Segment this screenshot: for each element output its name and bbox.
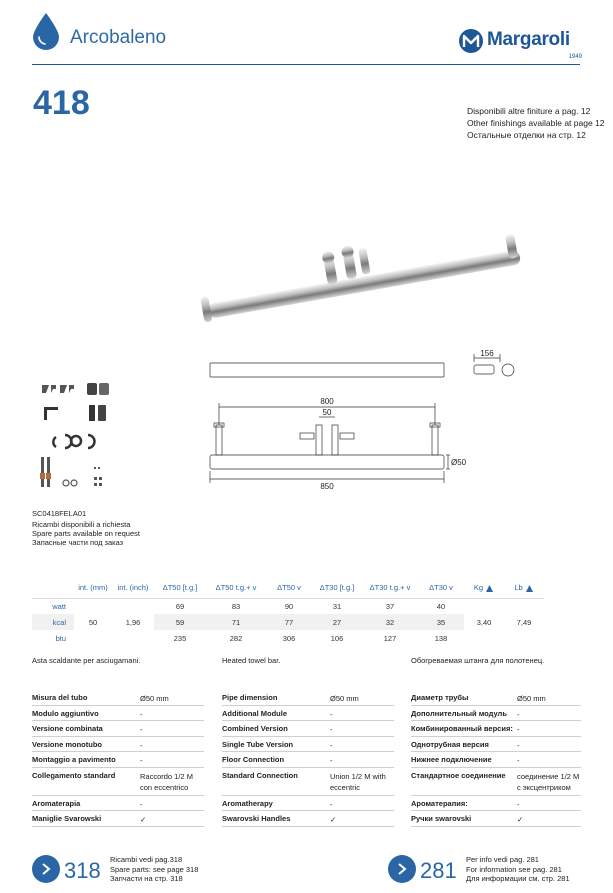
kg-label: Kg	[473, 583, 484, 593]
table-cell: 35	[418, 614, 464, 630]
col-t50-tgv: ΔT50 t.g.+ v	[215, 583, 257, 593]
spec-value: Ø50 mm	[140, 694, 169, 703]
spec-key: Misura del tubo	[32, 693, 88, 702]
table-cell: 83	[206, 598, 266, 614]
spec-row	[411, 690, 581, 706]
table-cell: 77	[266, 614, 312, 630]
spec-row	[222, 706, 394, 722]
spec-row	[222, 737, 394, 753]
spec-row	[32, 721, 204, 737]
spec-value: -	[517, 725, 520, 734]
spec-value: -	[330, 725, 333, 734]
arrow-right-button[interactable]	[32, 855, 60, 883]
spec-row	[411, 737, 581, 753]
logo-year: 1949	[568, 54, 582, 60]
cell-lb: 7,49	[504, 598, 544, 646]
spec-value: ✓	[517, 815, 524, 824]
table-cell: 40	[418, 598, 464, 614]
spec-value: Raccordo 1/2 M con eccentrico	[140, 771, 193, 792]
row-label: btu	[55, 633, 66, 643]
spec-row	[222, 752, 394, 768]
row-label: kcal	[32, 614, 74, 630]
col-lb	[504, 578, 544, 598]
table-row	[32, 598, 544, 614]
logo-wordmark: Margaroli	[487, 29, 570, 50]
col-int-inch: int. (inch)	[117, 583, 149, 593]
chevron-right-icon	[396, 862, 408, 876]
table-cell: 127	[383, 633, 397, 643]
footer-line: Для информации см. стр. 281	[466, 874, 570, 883]
table-cell: 69	[154, 598, 206, 614]
spec-row	[411, 768, 581, 796]
spec-key: Нижнее подключение	[411, 755, 492, 764]
description-en: Heated towel bar.	[222, 656, 281, 665]
spec-key: Ручки swarovski	[411, 814, 472, 823]
front-view-bar	[210, 455, 444, 469]
table-cell: 32	[362, 614, 418, 630]
collection-title: Arcobaleno	[70, 27, 167, 48]
water-drop-icon	[32, 12, 60, 50]
table-cell: 27	[312, 614, 362, 630]
table-cell: 235	[173, 633, 187, 643]
spec-value: -	[517, 756, 520, 765]
spec-key: Дополнительный модуль	[411, 708, 507, 718]
table-cell: 37	[362, 598, 418, 614]
spec-key: Collegamento standard	[32, 770, 116, 780]
finishes-line: Остальные отделки на стр. 12	[467, 130, 586, 140]
spec-row	[32, 796, 204, 812]
spec-value: ✓	[330, 815, 337, 824]
spec-key: Aromaterapia	[32, 798, 81, 808]
spec-row	[32, 706, 204, 722]
spec-row	[411, 721, 581, 737]
lb-label: Lb	[514, 583, 523, 593]
finishes-line: Other finishings available at page 12	[467, 118, 605, 128]
spec-key: Maniglie Svarowski	[32, 814, 102, 823]
col-kg	[464, 578, 504, 598]
weight-icon	[525, 584, 534, 592]
col-t30-tgv: ΔT30 t.g.+ v	[369, 583, 411, 593]
spec-row	[222, 796, 394, 812]
spec-row	[222, 811, 394, 827]
table-cell: 306	[282, 633, 296, 643]
col-t50-v: ΔT50 v	[277, 583, 301, 593]
arrow-right-button[interactable]	[388, 855, 416, 883]
spec-row	[222, 768, 394, 796]
model-number: 418	[33, 84, 90, 122]
spec-key: Floor Connection	[222, 755, 285, 764]
spec-row	[32, 811, 204, 827]
description-it: Asta scaldante per asciugamani.	[32, 656, 141, 665]
spare-parts-line: Spare parts available on request	[32, 529, 140, 538]
technical-drawing	[200, 345, 540, 495]
spec-key: Swarovski Handles	[222, 814, 291, 823]
spec-row	[411, 752, 581, 768]
weight-icon	[485, 584, 494, 592]
spec-row	[32, 752, 204, 768]
spec-value: -	[330, 756, 333, 765]
spec-value: -	[330, 709, 333, 719]
spec-key: Комбинированный версия:	[411, 724, 513, 733]
spec-key: Однотрубная версия	[411, 739, 489, 749]
finishes-note	[467, 105, 605, 141]
spec-row	[411, 796, 581, 812]
heat-output-table	[32, 578, 544, 646]
chevron-right-icon	[40, 862, 52, 876]
spec-key: Versione monotubo	[32, 739, 103, 749]
spec-key: Стандартное соединение	[411, 770, 506, 780]
spec-value: -	[517, 799, 520, 809]
spec-table-en	[222, 690, 394, 827]
spec-row	[32, 690, 204, 706]
footer-line: Spare parts: see page 318	[110, 864, 199, 874]
footer-line: Per info vedi pag. 281	[466, 855, 539, 864]
table-cell: 106	[330, 633, 344, 643]
spec-value: -	[140, 756, 143, 765]
spec-row	[411, 811, 581, 827]
dim-center: 50	[322, 408, 332, 417]
spec-value: ✓	[140, 815, 147, 824]
spec-key: Ароматерапия:	[411, 798, 468, 808]
footer-line: Ricambi vedi pag.318	[110, 855, 183, 864]
spec-row	[32, 737, 204, 753]
table-cell: 71	[206, 614, 266, 630]
footer-page-number[interactable]: 318	[64, 858, 101, 883]
table-cell: 138	[434, 633, 448, 643]
spec-value: -	[330, 799, 333, 809]
spare-parts-line: Запасные части под заказ	[32, 538, 124, 547]
spec-value: -	[140, 725, 143, 734]
spec-key: Modulo aggiuntivo	[32, 708, 99, 718]
footer-page-number[interactable]: 281	[420, 858, 457, 883]
spec-key: Single Tube Version	[222, 739, 294, 749]
cell-kg: 3,40	[464, 598, 504, 646]
page-header	[0, 0, 613, 66]
spec-key: Standard Connection	[222, 770, 298, 780]
spec-value: Ø50 mm	[517, 694, 546, 703]
spec-value: -	[140, 799, 143, 809]
spec-key: Additional Module	[222, 708, 287, 718]
spec-value: -	[517, 740, 520, 750]
spare-parts-line: Ricambi disponibili a richiesta	[32, 520, 131, 529]
footer-info[interactable]	[388, 855, 588, 889]
col-t50-tg: ΔT50 [t.g.]	[162, 583, 198, 593]
footer-line: For information see pag. 281	[466, 864, 562, 874]
spec-key: Versione combinata	[32, 724, 103, 733]
header-divider	[32, 64, 580, 65]
footer-spare-parts[interactable]	[32, 855, 222, 889]
footer-text	[110, 855, 198, 884]
spec-key: Диаметр трубы	[411, 693, 469, 702]
spec-value: -	[140, 709, 143, 719]
table-cell: 90	[266, 598, 312, 614]
footer-text	[466, 855, 570, 884]
spec-table-it	[32, 690, 204, 827]
spec-row	[411, 706, 581, 722]
spec-key: Combined Version	[222, 724, 288, 733]
spec-value: Union 1/2 M with eccentric	[330, 771, 386, 792]
table-cell: 282	[229, 633, 243, 643]
brand-logo	[458, 26, 584, 58]
finishes-line: Disponibili altre finiture a pag. 12	[467, 106, 591, 116]
dim-diameter: Ø50	[451, 458, 467, 467]
col-int-mm: int. (mm)	[78, 583, 108, 593]
spec-value: Ø50 mm	[330, 694, 359, 703]
col-t30-tg: ΔT30 [t.g.]	[319, 583, 355, 593]
dim-depth: 156	[480, 349, 494, 358]
spec-row	[32, 768, 204, 796]
spec-key: Pipe dimension	[222, 693, 278, 702]
spec-value: -	[330, 740, 333, 750]
dim-inner-width: 800	[320, 397, 334, 406]
spare-parts-code: SC0418FELA01	[32, 509, 87, 518]
spec-row	[222, 690, 394, 706]
col-t30-v: ΔT30 v	[429, 583, 453, 593]
table-header-row	[32, 578, 544, 598]
spec-value: -	[517, 709, 520, 719]
top-view-bar	[210, 363, 444, 377]
spec-value: -	[140, 740, 143, 750]
table-cell: 31	[312, 598, 362, 614]
spec-key: Montaggio a pavimento	[32, 755, 116, 764]
spare-parts-note	[32, 509, 140, 547]
table-cell: 59	[154, 614, 206, 630]
spec-table-ru	[411, 690, 581, 827]
spec-value: соединение 1/2 M с эксцентриком	[517, 771, 580, 792]
product-photo	[175, 195, 545, 335]
margaroli-logo-icon	[458, 28, 484, 54]
spec-row	[222, 721, 394, 737]
spare-parts-image	[32, 375, 142, 500]
spec-key: Aromatherapy	[222, 798, 273, 808]
dim-total-width: 850	[320, 482, 334, 491]
row-label: watt	[32, 598, 74, 614]
cell-int-mm: 50	[74, 598, 112, 646]
cell-int-inch: 1,96	[112, 598, 154, 646]
footer-line: Запчасти на стр. 318	[110, 874, 183, 883]
description-ru: Обогреваемая штанга для полотенец.	[411, 656, 545, 665]
